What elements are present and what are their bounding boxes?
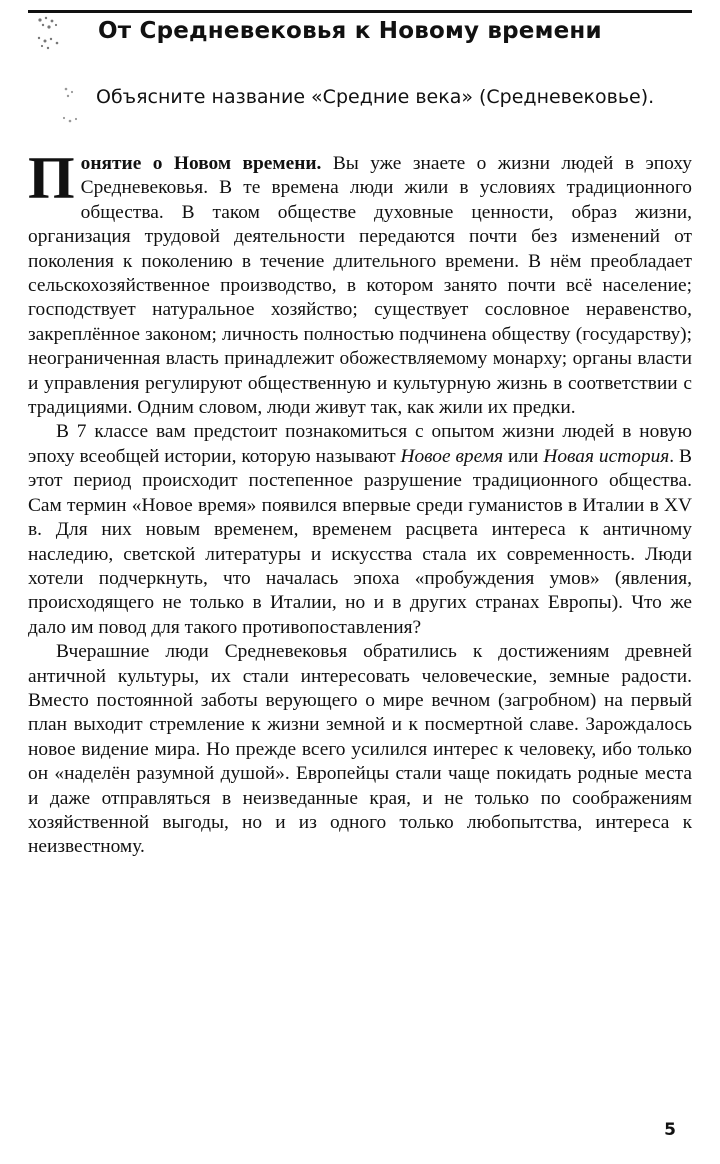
term-new-time: Новое время bbox=[400, 445, 504, 467]
paragraph-3: Вчерашние люди Средневековья обратились к достижениям древней античной культуры, их стали интересовать человеческие, земные радости. Вместо постоянной заботы верующего о мире вечном (загробном) на первый план выходит стремление к жизни земной и к посмертной славе. Зарождалось новое видение мира. Но прежде всего усилился интерес к человеку, ибо только он «наделён разумной душой». Европейцы стали чаще покидать родные места и даже отправляться в неизведанные края, и не только по соображениям хозяйственной выгоды, но и из одного только любопытства, интереса к неизвестному. bbox=[28, 641, 692, 858]
page-title: От Средневековья к Новому времени bbox=[98, 18, 602, 44]
paragraph-1 bbox=[28, 145, 693, 420]
review-question: Объясните название «Средние века» (Средневековье). bbox=[96, 86, 655, 108]
paragraph-1-text: Вы уже знаете о жизни людей в эпоху Средневековья. В те времена люди жили в условиях традиционного общества. В таком обществе духовные ценности, образ жизни, организация трудовой деятельности передаются почти без изменений от поколения к поколению в течение длительного времени. В нём преобладает сельскохозяйственное производство, в котором занято почти всё население; господствует натуральное хозяйство; существует сословное неравенство, закреплённое законом; личность полностью подчинена обществу (государству); неограниченная власть принадлежит обожествляемому монарху; органы власти и управления регулируют общественную и культурную жизнь в соответствии с традициями. Одним словом, люди живут так, как жили их предки. bbox=[28, 153, 693, 419]
paragraph-2: В 7 классе вам предстоит познакомиться с опытом жизни людей в новую эпоху всеобщей истории, которую называют Новое время или Новая история. В этот период происходит постепенное разрушение традиционного общества. Сам термин «Новое время» появился впервые среди гуманистов в Италии в XV в. Для них новым временем, временем расцвета интереса к античному наследию, светской литературы и искусства стала их современность. Люди хотели подчеркнуть, что началась эпоха «пробуждения умов» (явления, происходящего не только в Италии, но и в других странах Европы). Что же дало им повод для такого противопоставления? bbox=[28, 421, 692, 638]
question-marker-icon bbox=[60, 84, 84, 130]
main-text bbox=[28, 145, 693, 860]
corner-ornament-icon bbox=[34, 14, 68, 52]
drop-cap: П bbox=[28, 145, 75, 211]
page-number: 5 bbox=[664, 1120, 676, 1140]
header-rule bbox=[28, 10, 692, 13]
section-heading: онятие о Новом времени. bbox=[80, 153, 322, 174]
term-new-history: Новая история bbox=[543, 445, 670, 467]
